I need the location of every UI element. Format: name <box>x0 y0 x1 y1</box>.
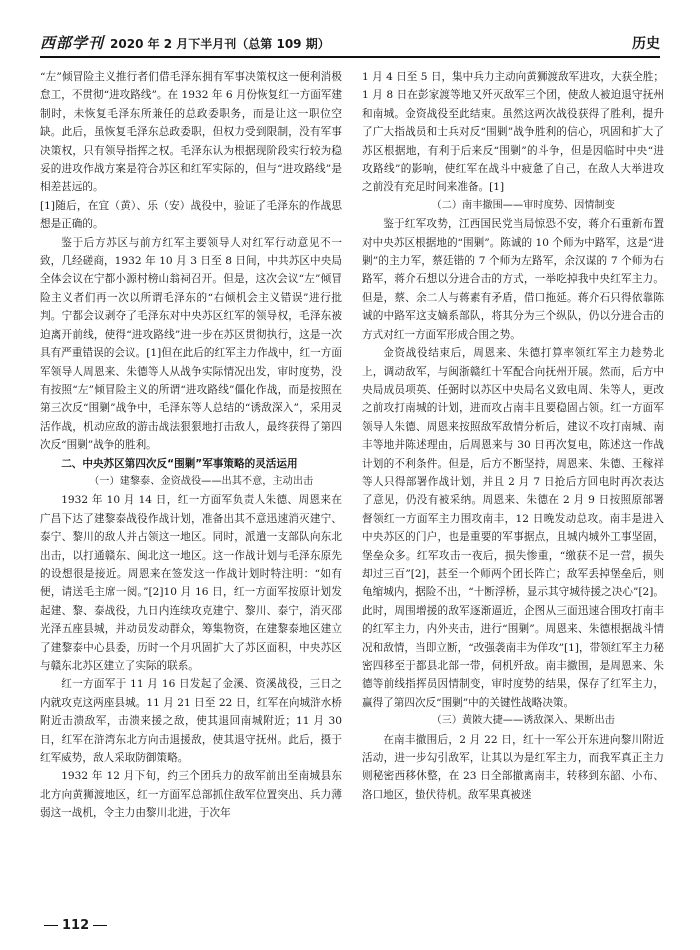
issue-info: 2020 年 2 月下半月刊（总第 109 期） <box>110 37 330 51</box>
footer-dash-right <box>93 925 107 926</box>
page-header <box>40 30 660 58</box>
page-number: 112 <box>62 918 90 933</box>
body-paragraph: 1932 年 12 月下旬，约三个团兵力的敌军前出至南城县东北方向黄狮渡地区，红一方面军总部抓住敌军位置突出、兵力薄弱这一战机，令主力由黎川北进，于次年 <box>40 770 342 820</box>
body-paragraph: [1]随后，在宜（黄）、乐（安）战役中，验证了毛泽东的作战思想是正确的。 <box>40 199 342 231</box>
body-paragraph: “左”倾冒险主义推行者们借毛泽东拥有军事决策权这一便利消极怠工，不贯彻“进攻路线”。在 1932 年 6 月份恢复红一方面军建制时，未恢复毛泽东所兼任的总政委职务，而是让这一职位空缺。此后，虽恢复毛泽东总政委职，但权力受到限制，没有军事决策权，只有领导指挥之权。毛泽东认为根据现阶段实行较为稳妥的进攻作战方案是符合苏区和红军实际的，但与“进攻路线”是相差甚远的。 <box>40 71 342 194</box>
body-paragraph: 鉴于后方苏区与前方红军主要领导人对红军行动意见不一致，几经磋商，1932 年 10 月 3 日至 8 日间，中共苏区中央局全体会议在宁都小源村榜山翁祠召开。但是，这次会议“左”倾冒险主义者们再一次以所谓毛泽东的“右倾机会主义错误”进行批判。宁都会议剥夺了毛泽东对中央苏区红军的领导权，毛泽东被迫离开前线，使得“进攻路线”进一步在苏区贯彻执行，这是一次具有严重错误的会议。[1]但在此后的红军主力作战中，红一方面军领导人周恩来、朱德等人从战争实际情况出发，审时度势，没有按照“左”倾冒险主义的所谓“进攻路线”僵化作战，而是按照在第三次反“围剿”战争中，毛泽东等人总结的“诱敌深入”，采用灵活作战，机动应敌的游击战法狠狠地打击敌人，最终获得了第四次反“围剿”战争的胜利。 <box>40 236 342 452</box>
body-paragraph: 金资战役结束后，周恩来、朱德打算率领红军主力趁势北上，调动敌军，与闽浙赣红十军配合向抚州开展。然而，后方中央局成员项英、任弼时以苏区中央局名义致电周、朱等人，更改之前攻打南城的计划，进而攻占南丰且要稳固占领。红一方面军领导人朱德、周恩来按照敌军敌情分析后，建议不攻打南城、南丰等地并陈述理由，后周恩来与 30 日再次复电，陈述这一作战计划的不利条件。但是，后方不断坚持，周恩来、朱德、王稼祥等人只得部署作战计划，并且 2 月 7 日抢后方回电时再次表达了意见，仍没有被采纳。周恩来、朱德在 2 月 9 日按照原部署督领红一方面军主力围攻南丰，12 日晚发动总攻。南丰是进入中央苏区的门户，也是重要的军事据点，且城内城外工事坚固，堡垒众多。红军攻击一夜后，损失惨重，“缴获不足一营，损失却过三百”[2]，甚至一个师两个团长阵亡；敌军丢掉堡垒后，则龟缩城内，据险不出，“十断浮桥，显示其守城待援之决心”[2]。此时，周围增援的敌军逐渐逼近，企图从三面迅速合围攻打南丰的红军主力，内外夹击，进行“围剿”。周恩来、朱德根据战斗情况和敌情，当即立断，“改强袭南丰为佯攻”[1]，带领红军主力秘密四移至于都县北部一带，伺机歼敌。南丰撤围，是周恩来、朱德等前线指挥员因情制变，审时度势的结果，保存了红军主力，赢得了第四次反“围剿”中的关键性战略决策。 <box>362 347 664 709</box>
subsection-heading: （二）南丰撤围——审时度势、因情制变 <box>431 199 615 211</box>
right-column <box>362 68 664 908</box>
body-paragraph: 1 月 4 日至 5 日，集中兵力主动向黄狮渡敌军进攻，大获全胜；1 月 8 日在彭家渡等地又歼灭敌军三个团，使敌人被迫退守抚州和南城。金资战役至此结束。虽然这两次战役获得了胜利，提升了广大指战员和士兵对反“围剿”战争胜利的信心，巩固和扩大了苏区根据地，有利于后来反“围剿”的斗争，但是因临时中央“进攻路线”的影响，使红军在战斗中疲惫了自己，在敌人大举进攻之前没有充足时间来准备。[1] <box>362 71 664 194</box>
journal-name: 西部学刊 <box>40 34 105 52</box>
body-paragraph: 红一方面军于 11 月 16 日发起了金溪、资溪战役，三日之内就攻克这两座县城。11 月 21 日至 22 日，红军在向城浒水桥附近击溃敌军，击溃来援之敌，使其退回南城附近；11 月 30 日，红军在浒湾东北方向击退援敌，使其退守抚州。此后，摄于红军威势，敌人采取防御策略。 <box>40 678 342 765</box>
section-heading: 二、中央苏区第四次反“围剿”军事策略的灵活运用 <box>61 457 298 470</box>
section-title: 历史 <box>632 36 660 52</box>
subsection-heading: （三）黄陂大捷——诱敌深入、果断出击 <box>431 715 615 727</box>
left-column <box>40 68 342 908</box>
body-paragraph: 1932 年 10 月 14 日，红一方面军负责人朱德、周恩来在广昌下达了建黎泰战役作战计划，准备出其不意迅速消灭建宁、泰宁、黎川的敌人并占领这一地区。同时，派遣一支部队向东北出击，以打通赣东、闽北这一地区。这一作战计划与毛泽东原先的设想很是接近。周恩来在签发这一作战计划时特注明：“如有便，请送毛主席一阅。”[2]10 月 16 日，红一方面军按原计划发起建、黎、泰战役，九日内连续攻克建宁、黎川、泰宁，消灭邵光泽五座县城，并动员发动群众，筹集物资，在建黎泰地区建立了建黎泰中心县委，历时一个月巩固扩大了苏区面积，中央苏区与赣东北苏区建立了实际的联系。 <box>40 494 342 672</box>
body-paragraph: 在南丰撤围后，2 月 22 日，红十一军公开东进向黎川附近活动，进一步勾引敌军，让其以为是红军主力，而我军真正主力则秘密西移休整，在 23 日全部撤离南丰，转移到东韶、小布、洛口地区，蛰伏待机。敌军果真被迷 <box>362 733 664 801</box>
page-footer <box>40 918 111 933</box>
body-paragraph: 鉴于红军攻势，江西国民党当局惊恐不安，蒋介石重新布置对中央苏区根据地的“围剿”。陈诚的 10 个师为中路军，这是“进剿”的主力军，蔡廷锴的 7 个师为左路军，余汉谋的 7 个师为右路军，蒋介石想以分进合击的方式，一举吃掉我中央红军主力。但是，蔡、余二人与蒋素有矛盾，借口拖延。蒋介石只得依靠陈诚的中路军这支嫡系部队，将其分为三个纵队，仍以分进合击的方式对红一方面军形成合围之势。 <box>362 218 664 341</box>
footer-dash-left <box>44 925 58 926</box>
subsection-heading: （一）建黎泰、金资战役——出其不意，主动出击 <box>89 475 314 487</box>
